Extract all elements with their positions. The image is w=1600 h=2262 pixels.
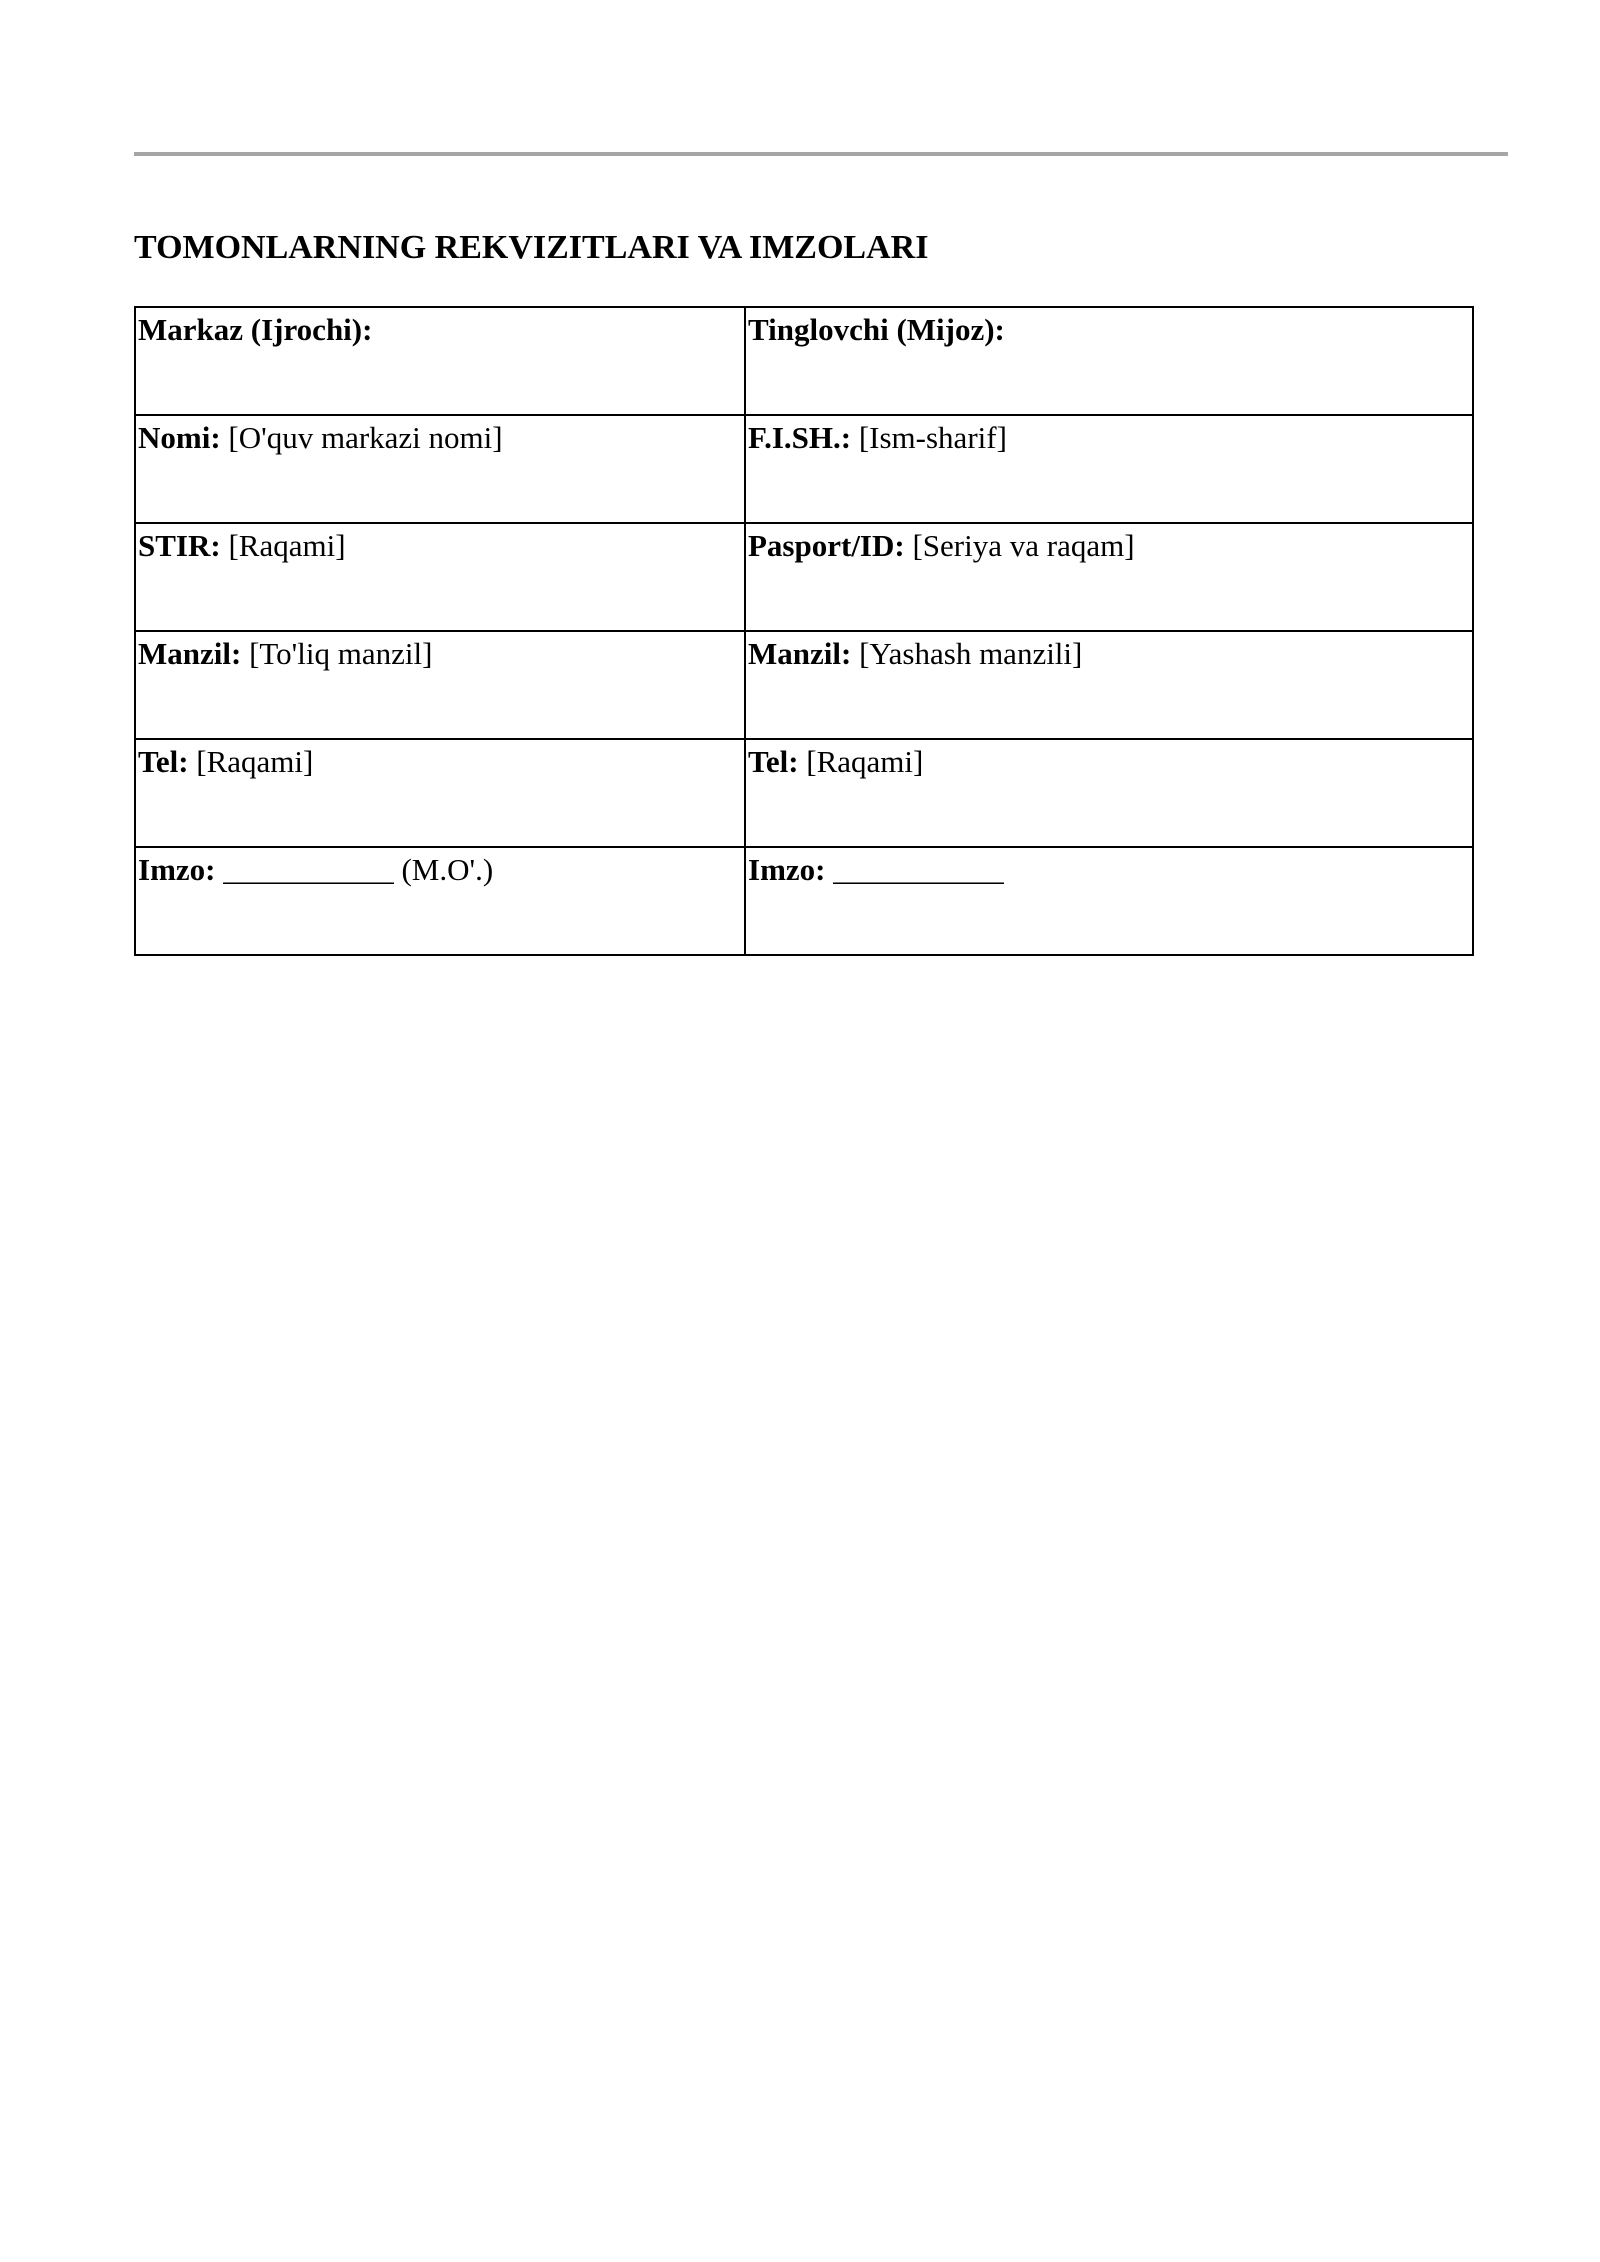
cell-value: [Raqami]	[228, 528, 346, 563]
page-title: TOMONLARNING REKVIZITLARI VA IMZOLARI	[134, 229, 929, 266]
cell-value: [To'liq manzil]	[249, 636, 433, 671]
cell-executor-phone	[135, 739, 745, 847]
cell-label: Tel:	[138, 744, 189, 779]
cell-label: Tinglovchi (Mijoz):	[748, 312, 1005, 347]
cell-executor-name	[135, 415, 745, 523]
cell-label: Imzo:	[748, 852, 826, 887]
cell-client-name	[745, 415, 1473, 523]
cell-value: [Yashash manzili]	[859, 636, 1083, 671]
cell-value: [Raqami]	[806, 744, 924, 779]
cell-label: Manzil:	[748, 636, 852, 671]
cell-label: Markaz (Ijrochi):	[138, 312, 373, 347]
cell-executor-signature	[135, 847, 745, 955]
table-row-signature	[135, 847, 1473, 955]
cell-label: Nomi:	[138, 420, 221, 455]
table-row-address	[135, 631, 1473, 739]
table-row-phone	[135, 739, 1473, 847]
cell-executor-header	[135, 307, 745, 415]
cell-value: [Ism-sharif]	[858, 420, 1007, 455]
top-divider	[134, 152, 1508, 156]
cell-label: STIR:	[138, 528, 221, 563]
table-row-header	[135, 307, 1473, 415]
requisites-table	[134, 306, 1474, 956]
cell-value: [Seriya va raqam]	[912, 528, 1135, 563]
cell-executor-stir	[135, 523, 745, 631]
cell-client-phone	[745, 739, 1473, 847]
cell-client-passport	[745, 523, 1473, 631]
cell-label: Imzo:	[138, 852, 216, 887]
cell-client-header	[745, 307, 1473, 415]
cell-executor-address	[135, 631, 745, 739]
table-row-name	[135, 415, 1473, 523]
cell-value: [O'quv markazi nomi]	[228, 420, 503, 455]
table-row-id	[135, 523, 1473, 631]
cell-label: Tel:	[748, 744, 799, 779]
cell-label: Pasport/ID:	[748, 528, 905, 563]
cell-label: F.I.SH.:	[748, 420, 852, 455]
cell-value: ___________ (M.O'.)	[223, 852, 494, 887]
cell-client-address	[745, 631, 1473, 739]
cell-label: Manzil:	[138, 636, 242, 671]
cell-value: ___________	[833, 852, 1004, 887]
cell-value: [Raqami]	[196, 744, 314, 779]
cell-client-signature	[745, 847, 1473, 955]
